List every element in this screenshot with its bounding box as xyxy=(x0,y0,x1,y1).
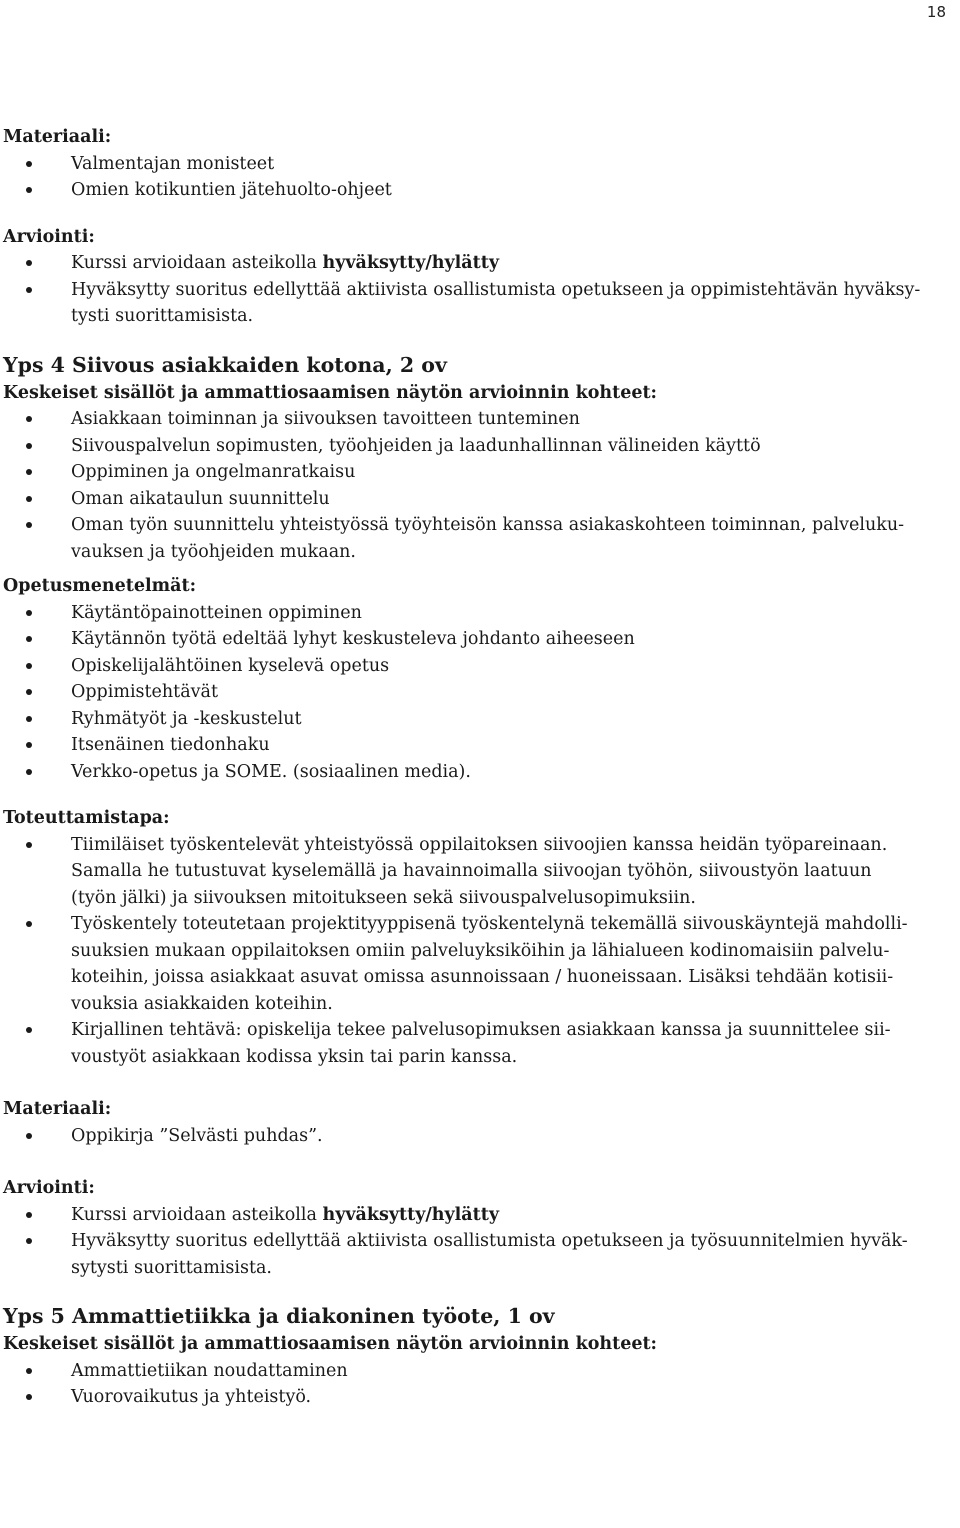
list-item xyxy=(3,911,923,1017)
list-item: Ammattietiikan noudattaminen xyxy=(3,1358,923,1385)
text-line: vouksia asiakkaiden koteihin. xyxy=(71,993,333,1014)
list-item xyxy=(3,1202,923,1229)
list-item: Oman aikataulun suunnittelu xyxy=(3,486,923,513)
list-item xyxy=(3,277,923,330)
arviointi-list xyxy=(3,250,923,330)
grading-text: Kurssi arvioidaan asteikolla xyxy=(71,1204,323,1225)
arviointi-list xyxy=(3,1202,923,1282)
list-item xyxy=(3,1017,923,1070)
arviointi-heading: Arviointi: xyxy=(3,226,95,247)
content-subheading: Keskeiset sisällöt ja ammattiosaamisen näytön arvioinnin kohteet: xyxy=(3,1334,658,1354)
grading-scale: hyväksytty/hylätty xyxy=(322,253,499,273)
materiaali-list xyxy=(3,151,923,204)
text-line: vauksen ja työohjeiden mukaan. xyxy=(71,541,356,562)
text-line: voustyöt asiakkaan kodissa yksin tai parin kanssa. xyxy=(71,1046,518,1067)
list-item: Valmentajan monisteet xyxy=(3,151,923,178)
grading-scale: hyväksytty/hylätty xyxy=(322,1204,499,1225)
list-item: Oppimistehtävät xyxy=(3,679,923,706)
list-item xyxy=(3,832,923,912)
text-line: Tiimiläiset työskentelevät yhteistyössä oppilaitoksen siivoojien kanssa heidän työpareinaan. xyxy=(71,834,888,855)
list-item xyxy=(3,1228,923,1281)
section-title-yps4: Yps 4 Siivous asiakkaiden kotona, 2 ov xyxy=(3,352,447,377)
toteuttamistapa-heading: Toteuttamistapa: xyxy=(3,808,170,828)
yps5-content-list xyxy=(3,1358,923,1411)
list-item: Oppiminen ja ongelmanratkaisu xyxy=(3,459,923,486)
list-item: Omien kotikuntien jätehuolto-ohjeet xyxy=(3,177,923,204)
materiaali-heading: Materiaali: xyxy=(3,127,112,147)
list-item: Itsenäinen tiedonhaku xyxy=(3,732,923,759)
list-item: Ryhmätyöt ja -keskustelut xyxy=(3,706,923,733)
section-title-yps5: Yps 5 Ammattietiikka ja diakoninen työote, 1 ov xyxy=(3,1304,555,1328)
yps4-content-list xyxy=(3,406,923,565)
list-item xyxy=(3,512,923,565)
list-item: Verkko-opetus ja SOME. (sosiaalinen media). xyxy=(3,759,923,786)
text-line: tysti suorittamisista. xyxy=(71,306,254,326)
document-body xyxy=(3,124,923,1411)
list-item: Oppikirja ”Selvästi puhdas”. xyxy=(3,1123,923,1150)
text-line: Hyväksytty suoritus edellyttää aktiivista osallistumista opetukseen ja työsuunnitelmien hyväk- xyxy=(71,1231,908,1251)
text-line: Hyväksytty suoritus edellyttää aktiivista osallistumista opetukseen ja oppimistehtävän hyväksy- xyxy=(71,279,921,300)
list-item: Käytännön työtä edeltää lyhyt keskusteleva johdanto aiheeseen xyxy=(3,626,923,653)
materiaali-heading: Materiaali: xyxy=(3,1099,112,1119)
content-subheading: Keskeiset sisällöt ja ammattiosaamisen näytön arvioinnin kohteet: xyxy=(3,382,658,403)
list-item: Vuorovaikutus ja yhteistyö. xyxy=(3,1384,923,1411)
opetusmenetelmat-list xyxy=(3,600,923,786)
list-item: Siivouspalvelun sopimusten, työohjeiden ja laadunhallinnan välineiden käyttö xyxy=(3,433,923,460)
list-item: Asiakkaan toiminnan ja siivouksen tavoitteen tunteminen xyxy=(3,406,923,433)
text-line: koteihin, joissa asiakkaat asuvat omissa asunnoissaan / huoneissaan. Lisäksi tehdään kotisii- xyxy=(71,967,894,987)
materiaali-list xyxy=(3,1123,923,1150)
arviointi-heading: Arviointi: xyxy=(3,1178,95,1198)
text-line: (työn jälki) ja siivouksen mitoitukseen sekä siivouspalvelusopimuksiin. xyxy=(71,887,696,908)
toteuttamistapa-list xyxy=(3,832,923,1071)
list-item: Käytäntöpainotteinen oppiminen xyxy=(3,600,923,627)
text-line: Työskentely toteutetaan projektityyppisenä työskentelynä tekemällä siivouskäyntejä mahdolli- xyxy=(71,914,908,934)
grading-text: Kurssi arvioidaan asteikolla xyxy=(71,253,323,273)
list-item: Opiskelijalähtöinen kyselevä opetus xyxy=(3,653,923,680)
text-line: Kirjallinen tehtävä: opiskelija tekee palvelusopimuksen asiakkaan kanssa ja suunnittelee sii- xyxy=(71,1020,891,1040)
text-line: Oman työn suunnittelu yhteistyössä työyhteisön kanssa asiakaskohteen toiminnan, palveluku- xyxy=(71,515,905,535)
list-item xyxy=(3,250,923,277)
text-line: sytysti suorittamisista. xyxy=(71,1257,272,1278)
page-number: 18 xyxy=(926,3,946,21)
text-line: suuksien mukaan oppilaitoksen omiin palveluyksiköihin ja lähialueen kodinomaisiin palvelu- xyxy=(71,940,890,961)
opetusmenetelmat-heading: Opetusmenetelmät: xyxy=(3,576,197,596)
text-line: Samalla he tutustuvat kyselemällä ja havainnoimalla siivoojan työhön, siivoustyön laatuun xyxy=(71,861,872,881)
